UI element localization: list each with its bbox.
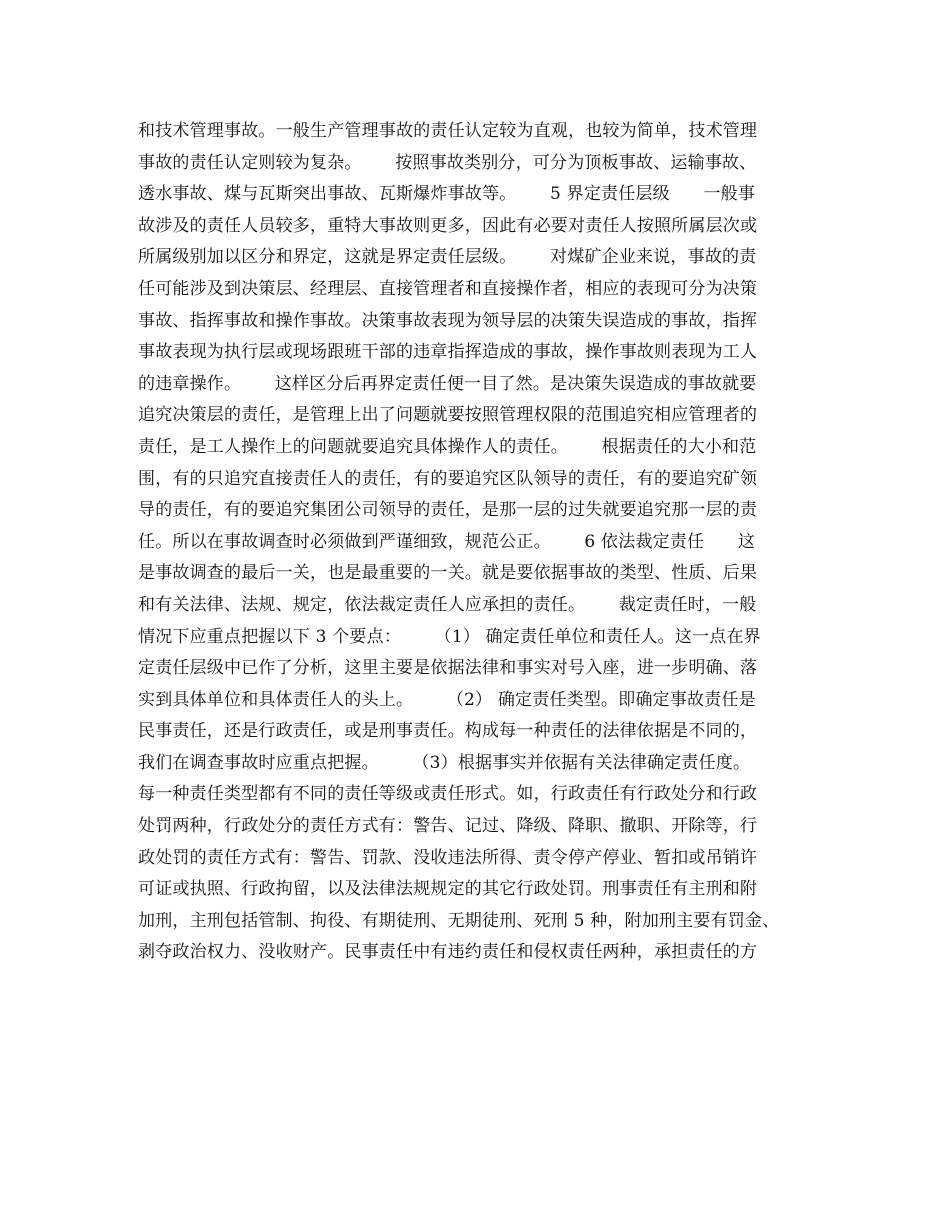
text-line: 可证或执照、行政拘留，以及法律法规规定的其它行政处罚。刑事责任有主刑和附 <box>138 879 758 900</box>
text-line: 故涉及的责任人员较多，重特大事故则更多，因此有必要对责任人按照所属层次或 <box>138 215 758 236</box>
text-line: 加刑，主刑包括管制、拘役、有期徒刑、无期徒刑、死刑 5 种，附加刑主要有罚金、 <box>138 910 780 931</box>
text-line: 的违章操作。 这样区分后再界定责任便一目了然。是决策失误造成的事故就要 <box>138 373 757 394</box>
text-line: 所属级别加以区分和界定，这就是界定责任层级。 对煤矿企业来说，事故的责 <box>138 247 757 268</box>
body-text <box>138 116 838 969</box>
text-line: 围，有的只追究直接责任人的责任，有的要追究区队领导的责任，有的要追究矿领 <box>138 468 758 489</box>
text-line: 和有关法律、法规、规定，依法裁定责任人应承担的责任。 裁定责任时，一般 <box>138 594 757 615</box>
text-line: 剥夺政治权力、没收财产。民事责任中有违约责任和侵权责任两种，承担责任的方 <box>138 942 758 963</box>
text-line: 我们在调查事故时应重点把握。 （3）根据事实并依据有关法律确定责任度。 <box>138 752 751 773</box>
text-line: 和技术管理事故。一般生产管理事故的责任认定较为直观，也较为简单，技术管理 <box>138 121 758 141</box>
text-line: 追究决策层的责任，是管理上出了问题就要按照管理权限的范围追究相应管理者的 <box>138 405 758 426</box>
text-line: 定责任层级中已作了分析，这里主要是依据法律和事实对号入座，进一步明确、落 <box>138 658 758 679</box>
text-line: 是事故调查的最后一关，也是最重要的一关。就是要依据事故的类型、性质、后果 <box>138 563 758 584</box>
text-line: 情况下应重点把握以下 3 个要点： （1） 确定责任单位和责任人。这一点在界 <box>138 626 761 647</box>
text-line: 事故的责任认定则较为复杂。 按照事故类别分，可分为顶板事故、运输事故、 <box>138 152 757 173</box>
text-line: 实到具体单位和具体责任人的头上。 （2） 确定责任类型。即确定事故责任是 <box>138 689 756 710</box>
text-line: 民事责任，还是行政责任，或是刑事责任。构成每一种责任的法律依据是不同的， <box>138 721 758 742</box>
text-line: 事故表现为执行层或现场跟班干部的违章指挥造成的事故，操作事故则表现为工人 <box>138 342 758 363</box>
text-line: 政处罚的责任方式有：警告、罚款、没收违法所得、责令停产停业、暂扣或吊销许 <box>138 847 758 868</box>
text-line: 任。所以在事故调查时必须做到严谨细致，规范公正。 6 依法裁定责任 这 <box>138 531 756 552</box>
text-line: 事故、指挥事故和操作事故。决策事故表现为领导层的决策失误造成的事故，指挥 <box>138 310 758 331</box>
text-line: 透水事故、煤与瓦斯突出事故、瓦斯爆炸事故等。 5 界定责任层级 一般事 <box>138 184 756 205</box>
text-line: 导的责任，有的要追究集团公司领导的责任，是那一层的过失就要追究那一层的责 <box>138 500 758 521</box>
text-line: 每一种责任类型都有不同的责任等级或责任形式。如，行政责任有行政处分和行政 <box>138 784 758 805</box>
text-line: 责任，是工人操作上的问题就要追究具体操作人的责任。 根据责任的大小和范 <box>138 436 757 457</box>
text-line: 处罚两种，行政处分的责任方式有：警告、记过、降级、降职、撤职、开除等，行 <box>138 816 758 837</box>
text-line: 任可能涉及到决策层、经理层、直接管理者和直接操作者，相应的表现可分为决策 <box>138 278 758 299</box>
